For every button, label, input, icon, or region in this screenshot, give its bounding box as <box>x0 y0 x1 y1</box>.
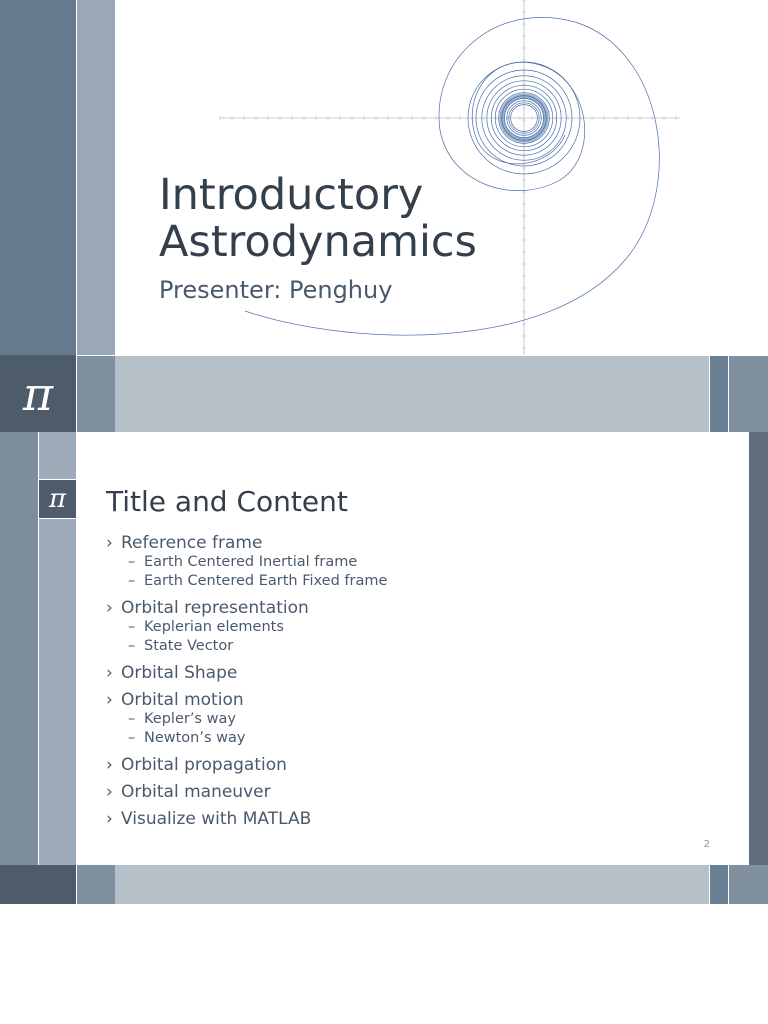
sub-bullet-marker: – <box>128 554 136 570</box>
bullet-marker: › <box>106 782 113 802</box>
presenter-subtitle: Presenter: Penghuy <box>159 276 393 304</box>
small-logo-box <box>39 479 76 519</box>
bullet-marker: › <box>106 690 113 710</box>
content-list <box>106 533 726 829</box>
sub-bullet-item <box>106 710 726 729</box>
sub-bullet-marker: – <box>128 619 136 635</box>
bottom-band-right-2 <box>729 865 768 904</box>
title-line-1: Introductory <box>159 170 424 220</box>
sub-bullet-text: Earth Centered Inertial frame <box>144 554 358 570</box>
right-accent-bar <box>749 432 768 865</box>
band-block-long <box>115 356 709 432</box>
sub-bullet-text: State Vector <box>144 638 234 654</box>
bullet-marker: › <box>106 533 113 553</box>
bullet-marker: › <box>106 663 113 683</box>
left-accent-bar-dark <box>0 0 76 355</box>
sub-bullet-marker: – <box>128 573 136 589</box>
bullet-item <box>106 598 726 618</box>
slide-title: Title and Content <box>106 485 348 518</box>
bottom-band-dark <box>0 865 76 904</box>
bullet-item <box>106 809 726 829</box>
sub-bullet-marker: – <box>128 730 136 746</box>
presentation-title <box>159 172 719 266</box>
sub-bullet-marker: – <box>128 638 136 654</box>
bullet-text: Orbital motion <box>121 690 244 710</box>
band-block-right-1 <box>710 356 728 432</box>
bullet-item <box>106 755 726 775</box>
left-bar-dark <box>0 432 38 865</box>
bottom-band-right-1 <box>710 865 728 904</box>
sub-bullet-item <box>106 729 726 748</box>
sub-bullet-text: Newton’s way <box>144 730 246 746</box>
bullet-marker: › <box>106 598 113 618</box>
bullet-text: Orbital Shape <box>121 663 238 683</box>
sub-bullet-text: Keplerian elements <box>144 619 284 635</box>
bullet-text: Visualize with MATLAB <box>121 809 312 829</box>
slide-divider-band <box>0 355 768 432</box>
sub-bullet-item <box>106 572 726 591</box>
bullet-marker: › <box>106 755 113 775</box>
bottom-band-mid <box>77 865 115 904</box>
page-number: 2 <box>703 839 710 850</box>
band-block-mid <box>77 356 115 432</box>
bottom-band-long <box>115 865 709 904</box>
bullet-marker: › <box>106 809 113 829</box>
title-slide <box>0 0 768 355</box>
bullet-text: Orbital propagation <box>121 755 287 775</box>
bottom-band <box>0 865 768 904</box>
title-line-2: Astrodynamics <box>159 217 477 267</box>
left-accent-bar-light <box>77 0 115 355</box>
bullet-text: Orbital maneuver <box>121 782 271 802</box>
bullet-text: Reference frame <box>121 533 263 553</box>
sub-bullet-item <box>106 618 726 637</box>
pi-icon: π <box>22 366 54 421</box>
sub-bullet-text: Earth Centered Earth Fixed frame <box>144 573 388 589</box>
bullet-item <box>106 782 726 802</box>
bullet-item <box>106 663 726 683</box>
sub-bullet-item <box>106 553 726 572</box>
sub-bullet-item <box>106 637 726 656</box>
content-slide <box>0 432 768 865</box>
band-block-right-2 <box>729 356 768 432</box>
sub-bullet-marker: – <box>128 711 136 727</box>
bullet-item <box>106 690 726 710</box>
logo-box <box>0 355 76 432</box>
pi-icon: π <box>48 484 67 514</box>
bullet-text: Orbital representation <box>121 598 309 618</box>
bullet-item <box>106 533 726 553</box>
sub-bullet-text: Kepler’s way <box>144 711 236 727</box>
